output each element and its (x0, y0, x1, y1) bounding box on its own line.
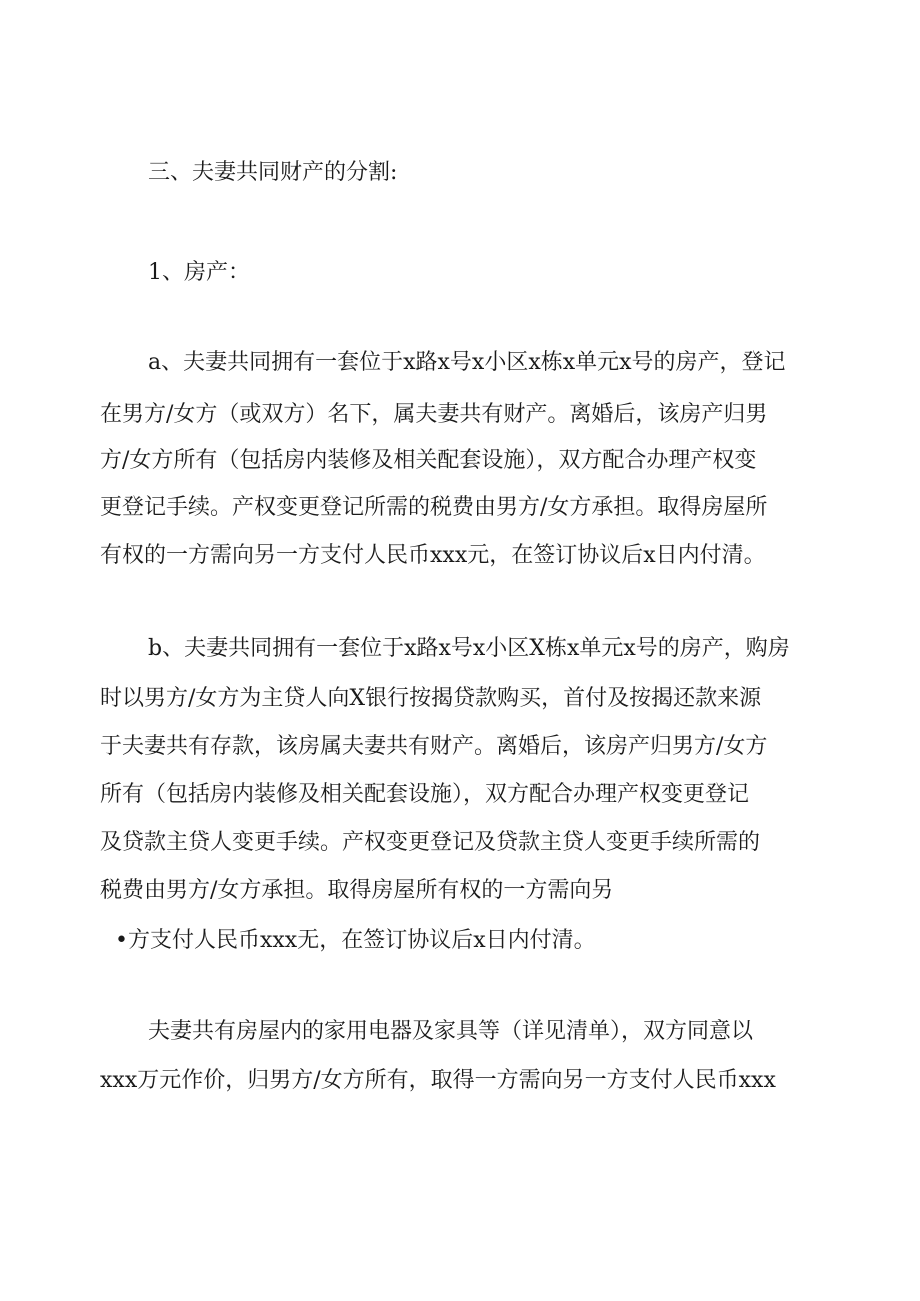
paragraph-b-line-4: 所有（包括房内装修及相关配套设施），双方配合办理产权变更登记 (100, 782, 750, 807)
paragraph-b-line-2: 时以男方/女方为主贷人向X银行按揭贷款购买，首付及按揭还款来源 (100, 686, 762, 711)
paragraph-c-line-2: xxx万元作价，归男方/女方所有，取得一方需向另一方支付人民币xxx (100, 1068, 776, 1093)
paragraph-a-line-3: 方/女方所有（包括房内装修及相关配套设施），双方配合办理产权变 (100, 448, 757, 473)
paragraph-b-line-1: b、夫妻共同拥有一套位于x路x号x小区X栋x单元x号的房产，购房 (148, 636, 790, 661)
paragraph-a-line-1: a、夫妻共同拥有一套位于x路x号x小区x栋x单元x号的房产，登记 (148, 350, 786, 375)
section-heading: 三、夫妻共同财产的分割: (148, 160, 398, 185)
paragraph-a-line-4: 更登记手续。产权变更登记所需的税费由男方/女方承担。取得房屋所 (100, 495, 768, 520)
paragraph-a-line-5: 有权的一方需向另一方支付人民币xxx元，在签订协议后x日内付清。 (100, 543, 766, 568)
bullet-line: •方支付人民币xxx无，在签订协议后x日内付清。 (115, 928, 596, 953)
paragraph-c-line-1: 夫妻共有房屋内的家用电器及家具等（详见清单），双方同意以 (148, 1019, 754, 1044)
paragraph-a-line-2: 在男方/女方（或双方）名下，属夫妻共有财产。离婚后，该房产归男 (100, 402, 768, 427)
paragraph-b-line-6: 税费由男方/女方承担。取得房屋所有权的一方需向另 (100, 878, 614, 903)
paragraph-b-line-3: 于夫妻共有存款，该房属夫妻共有财产。离婚后，该房产归男方/女方 (100, 734, 768, 759)
item-heading: 1、房产： (148, 260, 250, 285)
paragraph-b-line-5: 及贷款主贷人变更手续。产权变更登记及贷款主贷人变更手续所需的 (100, 830, 761, 855)
